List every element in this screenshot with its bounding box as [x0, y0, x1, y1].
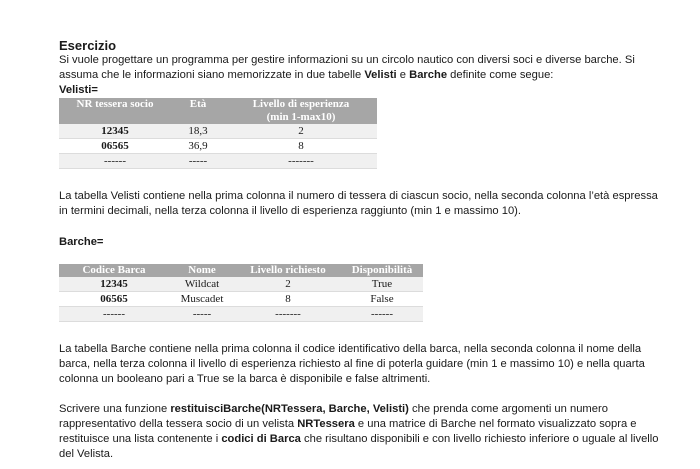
- barche-term: Barche: [409, 69, 448, 81]
- table-cell: False: [341, 292, 423, 307]
- intro-text-1: Si vuole progettare un programma per gestire informazioni su un circolo nautico con diversi soci e diverse barche. Si assuma che le informazioni siano memorizzate in due tabelle: [59, 54, 635, 81]
- velisti-label: Velisti=: [59, 84, 98, 96]
- column-header: NR tessera socio: [59, 98, 171, 124]
- table-cell: Muscadet: [169, 292, 235, 307]
- function-signature: restituisciBarche(NRTessera, Barche, Velisti): [170, 403, 409, 415]
- table-cell: ------: [59, 154, 171, 169]
- table-cell: 12345: [59, 277, 169, 292]
- table-cell: -------: [225, 154, 377, 169]
- column-header: Nome: [169, 264, 235, 277]
- intro-paragraph: [59, 53, 659, 83]
- column-header: [225, 98, 377, 124]
- task-text-2: che prenda come argomenti un numero rappresentativo della tessera socio di un velista: [59, 403, 608, 430]
- barche-description: La tabella Barche contiene nella prima colonna il codice identificativo della barca, nella seconda colonna il nome della barca, nella terza colonna il livello di esperienza richiesto al fine di poterla guidare (min 1 e massimo 10) e nella quarta colonna un booleano pari a True se la barca è disponibile e false altrimenti.: [59, 343, 645, 385]
- table-cell: 2: [235, 277, 341, 292]
- column-header: Livello richiesto: [235, 264, 341, 277]
- table-cell: 18,3: [171, 124, 225, 139]
- table-header-row: [59, 264, 423, 277]
- column-header-line: (min 1-max10): [266, 111, 336, 123]
- task-text-4: che risultano disponibili e con livello richiesto inferiore o uguale al livello del Velista.: [59, 433, 659, 460]
- velisti-description: La tabella Velisti contiene nella prima colonna il numero di tessera di ciascun socio, nella seconda colonna l’età espressa in termini decimali, nella terza colonna il livello di esperienza raggiunto (min 1 e massimo 10).: [59, 190, 658, 217]
- table-row: [59, 307, 423, 322]
- table-cell: 8: [225, 139, 377, 154]
- velisti-table: [59, 98, 377, 169]
- table-cell: -----: [171, 154, 225, 169]
- argument-name: NRTessera: [297, 418, 355, 430]
- intro-text-2: e: [396, 69, 410, 81]
- table-header-row: [59, 98, 377, 124]
- table-row: [59, 292, 423, 307]
- task-paragraph: [59, 402, 659, 462]
- table-cell: 06565: [59, 139, 171, 154]
- table-cell: ------: [341, 307, 423, 322]
- velisti-term: Velisti: [364, 69, 397, 81]
- table-cell: -------: [235, 307, 341, 322]
- table-row: [59, 277, 423, 292]
- codici-term: codici di Barca: [221, 433, 301, 445]
- barche-label: Barche=: [59, 236, 104, 248]
- task-text-3: e una matrice di Barche nel formato visualizzato sopra e restituisce una lista contenente i: [59, 418, 637, 445]
- column-header: Codice Barca: [59, 264, 169, 277]
- column-header-line: Livello di esperienza: [252, 98, 350, 110]
- table-row: [59, 154, 377, 169]
- column-header: Disponibilità: [341, 264, 423, 277]
- table-cell: -----: [169, 307, 235, 322]
- table-cell: Wildcat: [169, 277, 235, 292]
- table-cell: 12345: [59, 124, 171, 139]
- table-row: [59, 139, 377, 154]
- column-header: Età: [171, 98, 225, 124]
- table-cell: 36,9: [171, 139, 225, 154]
- table-row: [59, 124, 377, 139]
- barche-table: [59, 264, 423, 322]
- table-cell: 8: [235, 292, 341, 307]
- exercise-heading: Esercizio: [59, 38, 117, 53]
- table-cell: ------: [59, 307, 169, 322]
- table-cell: True: [341, 277, 423, 292]
- document-page: [59, 38, 659, 462]
- intro-text-3: definite come segue:: [447, 69, 554, 81]
- table-cell: 2: [225, 124, 377, 139]
- table-cell: 06565: [59, 292, 169, 307]
- task-text-1: Scrivere una funzione: [59, 403, 171, 415]
